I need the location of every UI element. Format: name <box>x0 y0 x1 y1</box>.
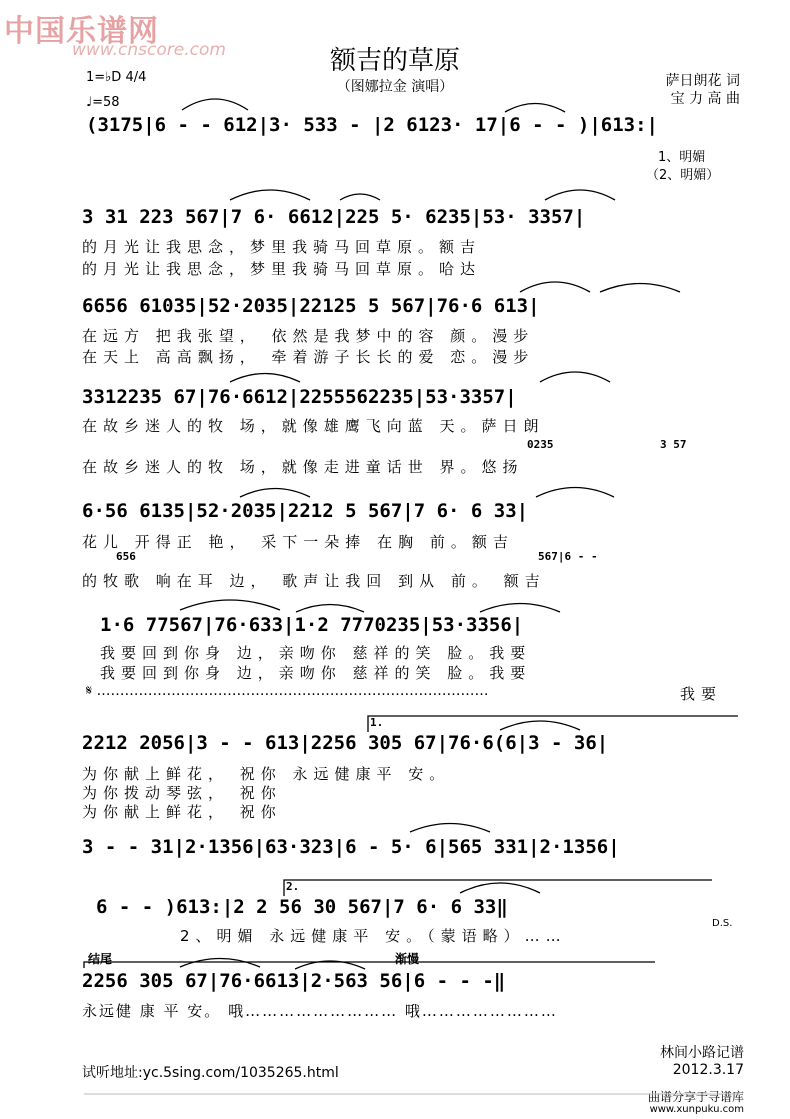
slur <box>536 488 614 498</box>
lyric-row-7-verse-3: 为你献上鲜花， 祝你 <box>82 803 282 821</box>
slur <box>480 604 560 613</box>
slur <box>230 374 300 383</box>
verse-label-1: 1、明媚 <box>658 150 706 165</box>
lyric-row-3-verse-2: 在天上 高高飘扬， 牵着游子长长的爱 恋。漫步 <box>82 348 535 366</box>
score-row-7: 2212 2056|3 - - 613|2256 305 67|76·6(6|3 - 36| <box>82 732 609 754</box>
recorder-credit: 林间小路记谱 <box>660 1045 744 1061</box>
lyric-row-9: 2、明媚 永远健康平 安。（蒙语略）…… <box>180 927 567 945</box>
watermark-url: www.cnscore.com <box>72 40 226 60</box>
slur <box>540 372 610 382</box>
lyric-row-5-verse-2: 的牧歌 响在耳 边， 歌声让我回 到从 前。 额吉 <box>82 572 546 590</box>
score-row-9: 6 - - )613:|2 2 56 30 567|7 6· 6 33‖ <box>96 896 508 918</box>
listen-link[interactable]: 试听地址:yc.5sing.com/1035265.html <box>82 1065 339 1081</box>
score-row-2: 3 31 223 567|7 6· 6612|225 5· 6235|53· 3357| <box>82 206 586 228</box>
lyric-row-7-verse-2: 为你拨动琴弦， 祝你 <box>82 784 282 802</box>
volta-1-label: 1. <box>370 716 384 729</box>
score-row-3: 6656 61035|52·2035|22125 5 567|76·6 613| <box>82 295 540 317</box>
slur <box>340 194 380 200</box>
share-url: www.xunpuku.com <box>649 1104 744 1115</box>
lyric-row-6-verse-1: 我要回到你身 边，亲吻你 慈祥的笑 脸。我要 <box>100 644 532 662</box>
slur <box>180 600 280 610</box>
slur <box>410 824 490 833</box>
lyric-row-2-verse-1: 的月光让我思念，梦里我骑马回草原。额吉 <box>82 238 482 256</box>
lyric-row-4-verse-1: 在故乡迷人的牧 场，就像雄鹰飞向蓝 天。萨日朗 <box>82 417 545 435</box>
score-row-8: 3 - - 31|2·1356|63·323|6 - 5· 6|565 331|2·1356| <box>82 836 620 858</box>
score-row-4: 3312235 67|76·6612|2255562235|53·3357| <box>82 386 517 408</box>
cue-notes-5b: 567|6 - - <box>538 550 598 563</box>
slur <box>240 489 310 498</box>
score-row-1: (3175|6 - - 612|3· 533 - |2 6123· 17|6 - - )|613:| <box>86 114 658 136</box>
lyric-row-2-verse-2: 的月光让我思念，梦里我骑马回草原。哈达 <box>82 260 482 278</box>
slur <box>230 190 310 200</box>
slur <box>296 605 364 613</box>
volta-2-label: 2. <box>286 880 300 893</box>
score-row-5: 6·56 6135|52·2035|2212 5 567|7 6· 6 33| <box>82 500 529 522</box>
cue-notes-4b: 3 57 <box>660 438 687 451</box>
cue-notes-5a: 656 <box>116 550 136 563</box>
verse-label-2: （2、明媚） <box>646 168 720 183</box>
coda-bracket <box>84 962 655 968</box>
slur <box>182 99 248 110</box>
slur <box>180 959 260 968</box>
da-segno-mark: D.S. <box>712 918 733 929</box>
slur <box>545 190 615 200</box>
coda-label: 结尾 <box>88 952 113 966</box>
lyric-row-3-verse-1: 在远方 把我张望， 依然是我梦中的容 颜。漫步 <box>82 327 535 345</box>
lyric-row-7-verse-1: 为你献上鲜花， 祝你 永远健康平 安。 <box>82 765 451 783</box>
slur <box>460 883 540 893</box>
cue-notes-4a: 0235 <box>527 438 554 451</box>
slur <box>520 282 590 292</box>
tempo-mark: ♩=58 <box>86 95 120 110</box>
share-note: 曲谱分享于寻谱库 <box>647 1090 744 1104</box>
volta-1-bracket <box>368 716 738 732</box>
record-date: 2012.3.17 <box>672 1062 744 1078</box>
ritardando-label: 渐慢 <box>395 952 420 966</box>
segno-mark: 𝄋 ………………………………………………………………………… <box>86 683 489 699</box>
composer-credit: 宝 力 高 曲 <box>670 91 740 107</box>
lyricist-credit: 萨日朗花 词 <box>665 73 740 89</box>
watermark-site: 中国乐谱网 <box>4 14 159 49</box>
song-title: 额吉的草原 <box>329 46 460 76</box>
lyric-row-4-verse-2: 在故乡迷人的牧 场，就像走进童话世 界。悠扬 <box>82 458 524 476</box>
lyric-row-5-verse-1: 花儿 开得正 艳， 采下一朵捧 在胸 前。额吉 <box>82 533 514 551</box>
score-row-6: 1·6 77567|76·633|1·2 7770235|53·3356| <box>100 614 524 636</box>
slur <box>600 284 680 293</box>
key-signature: 1=♭D 4/4 <box>86 70 147 85</box>
lyric-row-10: 永远健 康 平 安。 哦……………………… 哦…………………… <box>82 1002 558 1020</box>
lyric-row-6-verse-2: 我要回到你身 边，亲吻你 慈祥的笑 脸。我要 <box>100 664 532 682</box>
slur <box>505 104 565 113</box>
song-subtitle: （图娜拉金 演唱） <box>336 79 454 95</box>
score-row-10: 2256 305 67|76·6613|2·563 56|6 - - -‖ <box>82 970 506 992</box>
lyric-row-6-verse-3: 我要 <box>680 685 723 703</box>
slur <box>500 721 580 730</box>
